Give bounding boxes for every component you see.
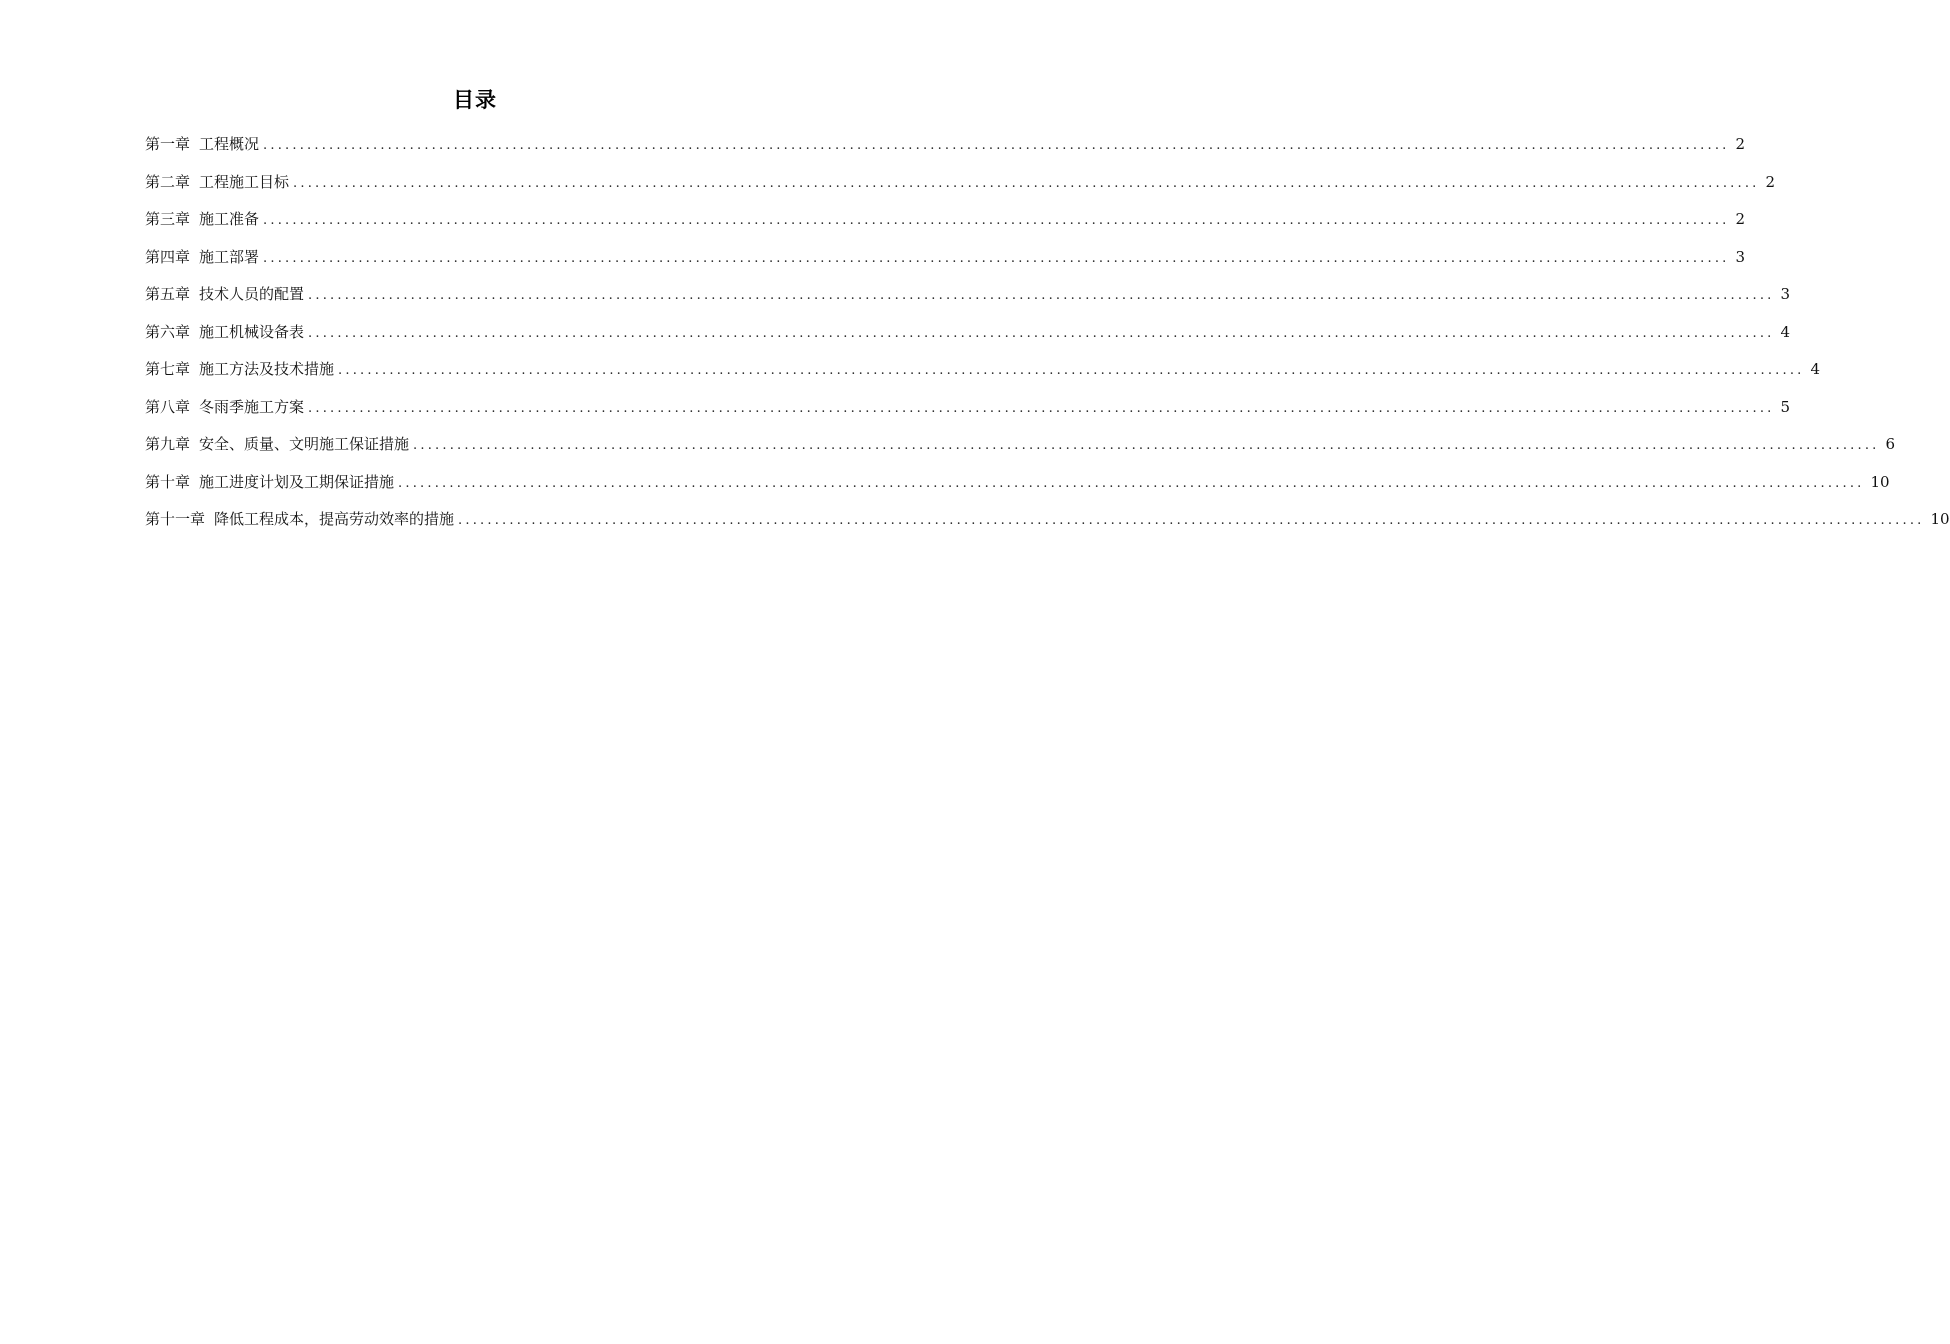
toc-dot-leader: ........................................................................................................................................................................................................ [338, 363, 1805, 378]
toc-dot-leader: ........................................................................................................................................................................................................ [263, 250, 1730, 266]
toc-page-number: 2 [1735, 210, 1746, 228]
toc-chapter-number: 第六章 [145, 322, 191, 341]
toc-chapter-title: 施工准备 [199, 210, 260, 228]
toc-dot-leader: ........................................................................................................................................................................................................ [398, 475, 1865, 491]
toc-chapter-title: 工程施工目标 [199, 172, 290, 191]
toc-chapter-title: 安全、质量、文明施工保证措施 [199, 435, 410, 453]
toc-entry[interactable] [145, 169, 1776, 207]
toc-entry[interactable] [145, 469, 1890, 507]
toc-chapter-title: 施工方法及技术措施 [199, 360, 335, 378]
toc-entry[interactable] [145, 244, 1746, 282]
toc-dot-leader: ........................................................................................................................................................................................................ [293, 175, 1760, 191]
toc-chapter-number: 第一章 [145, 135, 191, 153]
toc-dot-leader: ........................................................................................................................................................................................................ [263, 138, 1730, 153]
toc-entry[interactable] [145, 319, 1791, 357]
toc-page-number: 4 [1810, 360, 1821, 378]
toc-chapter-number: 第八章 [145, 397, 191, 416]
toc-chapter-title: 技术人员的配置 [199, 285, 305, 303]
toc-entry[interactable] [145, 206, 1746, 244]
toc-dot-leader: ........................................................................................................................................................................................................ [308, 325, 1775, 341]
toc-dot-leader: ........................................................................................................................................................................................................ [458, 513, 1925, 528]
toc-entry[interactable] [145, 281, 1791, 319]
toc-entry[interactable] [145, 394, 1791, 432]
toc-title: 目录 [453, 88, 497, 112]
toc-chapter-title: 施工机械设备表 [199, 322, 305, 341]
toc-page-number: 3 [1780, 285, 1791, 303]
toc-chapter-title: 施工部署 [199, 247, 260, 266]
toc-chapter-title: 施工进度计划及工期保证措施 [199, 472, 395, 491]
toc-list [145, 131, 1950, 544]
toc-chapter-number: 第十章 [145, 472, 191, 491]
toc-page-number: 2 [1735, 135, 1746, 153]
toc-entry[interactable] [145, 131, 1746, 169]
toc-page-number: 3 [1735, 247, 1746, 266]
toc-page-number: 2 [1765, 172, 1776, 191]
toc-chapter-number: 第九章 [145, 435, 191, 453]
toc-chapter-number: 第五章 [145, 285, 191, 303]
toc-entry[interactable] [145, 356, 1821, 394]
toc-dot-leader: ........................................................................................................................................................................................................ [263, 213, 1730, 228]
toc-page-number: 6 [1885, 435, 1896, 453]
toc-page-number: 4 [1780, 322, 1791, 341]
toc-page-number: 10 [1930, 510, 1950, 528]
toc-chapter-number: 第十一章 [145, 510, 206, 528]
toc-dot-leader: ........................................................................................................................................................................................................ [308, 400, 1775, 416]
toc-dot-leader: ........................................................................................................................................................................................................ [308, 288, 1775, 303]
toc-chapter-number: 第七章 [145, 360, 191, 378]
toc-chapter-number: 第二章 [145, 172, 191, 191]
toc-chapter-title: 降低工程成本，提高劳动效率的措施 [214, 510, 455, 528]
toc-page-number: 10 [1870, 472, 1890, 491]
toc-entry[interactable] [145, 506, 1950, 544]
toc-dot-leader: ........................................................................................................................................................................................................ [413, 438, 1880, 453]
toc-chapter-title: 工程概况 [199, 135, 260, 153]
toc-chapter-title: 冬雨季施工方案 [199, 397, 305, 416]
toc-chapter-number: 第三章 [145, 210, 191, 228]
toc-entry[interactable] [145, 431, 1896, 469]
toc-chapter-number: 第四章 [145, 247, 191, 266]
toc-page-number: 5 [1780, 397, 1791, 416]
